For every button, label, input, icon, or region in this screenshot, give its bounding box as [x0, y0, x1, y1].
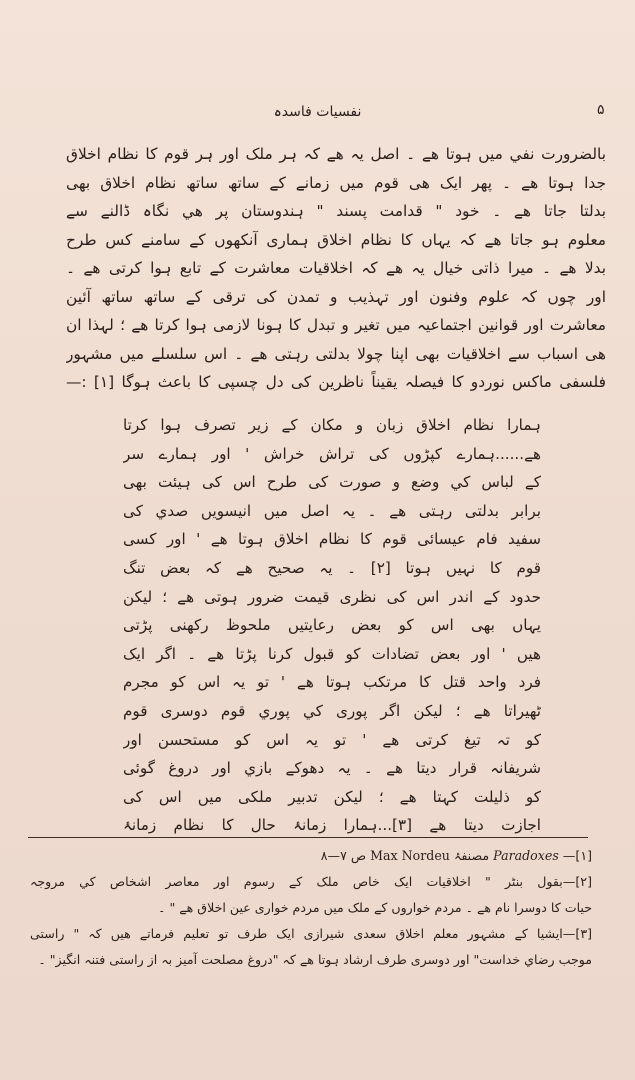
- quote-line: اجازت دیتا ھے [۳]...ہمارا زمانۂ حال کا نظام زمانۂ: [123, 816, 541, 835]
- quote-line: کو ذلیلت کہتا ھے ؛ لیکن تدبیر ملکی میں اس کی: [123, 787, 541, 806]
- text-line: فلسفی ماکس نوردو کا فیصلہ یقیناً ناظرین کی دل چسپی کا باعث ہوگا [۱] :—: [66, 373, 606, 391]
- footnote-2-line: حیات کا دوسرا نام ھے ۔ مردم خواروں کے ملک میں مردم خواری عین اخلاق ھے " ۔: [158, 900, 592, 915]
- quote-line: یہاں بھی اس کو بعض رعایتیں ملحوظ رکھنی پڑتی: [123, 616, 541, 635]
- text-line: بدلتا جاتا ھے ۔ خود " قدامت پسند " ہندوستان پر ھي نگاہ ڈالنے سے: [66, 202, 606, 220]
- footnote-author: Max Nordeu: [370, 848, 450, 863]
- quote-line: ھے......ہمارے کپڑوں کی تراش خراش ' اور ہمارے سر: [123, 444, 541, 463]
- page-header: [0, 104, 635, 128]
- quote-line: ٹھیراتا ھے ؛ لیکن اگر پوری کي پوري قوم دوسری قوم: [123, 701, 541, 720]
- text-line: معلوم ہو جاتا ھے کہ یہاں کا نظام اخلاق ہماری آنکھوں کے سامنے کس طرح: [66, 230, 606, 249]
- quote-line: ہمارا نظام اخلاق زبان و مکان کے زیر تصرف ہوا کرتا: [123, 416, 541, 434]
- block-quote: [123, 411, 541, 840]
- quote-line: برابر بدلتی رہتی ھے ۔ یہ اصل میں انیسویں صدي کی: [123, 501, 541, 520]
- text-line: اور چوں کہ علوم وفنون اور تہذیب و تمدن کی ترقی کے ساتھ ساتھ آئین: [66, 287, 606, 306]
- footnote-separator: مصنفۂ: [453, 848, 490, 863]
- page-number: ۵: [597, 102, 605, 118]
- footnote-book-title: Paradoxes: [493, 848, 559, 863]
- quote-line: حدود کے اندر اس کی نظری قیمت ضرور ہوتی ھے ؛ لیکن: [123, 587, 541, 606]
- footnote-1: [30, 843, 592, 869]
- footnote-divider: [28, 837, 588, 838]
- footnote-2-line: [۲]—بقول بنٹر " اخلاقیات ایک خاص ملک کے رسوم اور معاصر اشخاص کي مروجہ: [30, 874, 592, 889]
- main-paragraph: [66, 140, 606, 397]
- quote-line: قوم کا نہیں ہوتا [۲] ۔ یہ صحیح ھے کہ بعض تنگ: [123, 558, 541, 577]
- footnotes: [30, 843, 592, 973]
- footnote-3-line: موجب رضاي خداست" اور دوسری طرف ارشاد ہوتا ھے کہ "دروغ مصلحت آمیز بہ از راستی فتنہ انگیز" ۔: [38, 952, 592, 967]
- text-line: معاشرت اور قوانین اجتماعیہ میں تغیر و تبدل کا ہونا لازمی ہوا کرتا ھے ؛ لہذا ان: [66, 316, 606, 334]
- quote-line: کو تہ تیغ کرتی ھے ' تو یہ اس کو مستحسن اور: [123, 730, 541, 749]
- text-line: بالضرورت نفي میں ہوتا ھے ۔ اصل یہ ھے کہ ہر ملک اور ہر قوم کا نظام اخلاق: [66, 145, 606, 163]
- running-head: نفسیات فاسدہ: [273, 104, 362, 120]
- quote-line: کے لباس کي وضع و صورت کی طرح اس کی ہیئت بھی: [123, 473, 541, 492]
- footnote-marker: [۱]—: [562, 848, 592, 863]
- footnote-pages: ص ۷—۸: [320, 848, 367, 863]
- quote-line: شریفانہ قرار دیتا ھے ۔ یہ دھوکے بازي اور دروغ گوئی: [123, 759, 541, 778]
- quote-line: سفید فام عیسائی قوم کا نظام اخلاق ہوتا ھے ' اور کسی: [123, 530, 541, 549]
- text-line: بدلا ھے ۔ میرا ذاتی خیال یہ ھے کہ اخلاقیات معاشرت کے تابع ہوا کرتی ھے ۔: [66, 259, 606, 277]
- text-line: جدا ہوتا ھے ۔ پھر ایک ھی قوم میں زمانے کے ساتھ ساتھ نظام اخلاق بھی: [66, 173, 606, 192]
- footnote-3-line: [۳]—ایشیا کے مشہور معلم اخلاق سعدی شیرازی ایک طرف تو تعلیم فرماتے ھیں کہ " راستی: [30, 926, 592, 941]
- quote-line: ھیں ' اور بعض تضادات کو قبول کرنا پڑتا ھے ۔ اگر ایک: [123, 644, 541, 663]
- text-line: ھی اسباب سے اخلاقیات بھی اپنا چولا بدلتی رہتی ھے ۔ اس سلسلے میں مشہور: [66, 344, 606, 363]
- quote-line: فرد واحد قتل کا مرتکب ہوتا ھے ' تو یہ اس کو مجرم: [123, 673, 541, 692]
